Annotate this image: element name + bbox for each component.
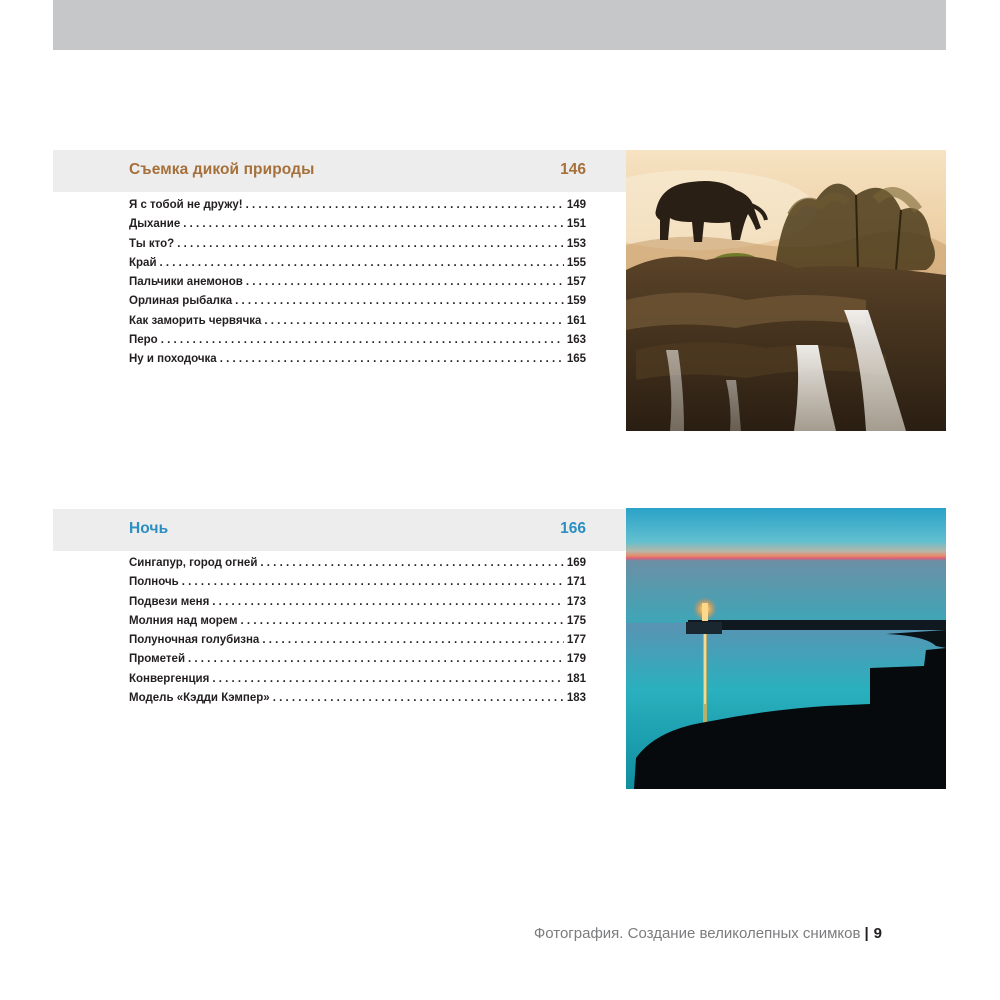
toc-entry[interactable]: [129, 334, 586, 353]
toc-entry-page: 169: [566, 557, 586, 569]
dot-leader: [262, 634, 563, 646]
toc-entry-title: Дыхание: [129, 218, 181, 231]
toc-entry-title: Ты кто?: [129, 237, 175, 250]
top-gray-band: [53, 0, 946, 50]
toc-entry-page: 175: [566, 614, 586, 627]
toc-entry-title: Полуночная голубизна: [129, 634, 260, 647]
toc-entry-page: 151: [566, 218, 586, 231]
toc-entry-page: 171: [566, 576, 586, 589]
footer-book-title: Фотография. Создание великолепных снимков: [533, 925, 861, 942]
dot-leader: [264, 315, 563, 327]
toc-entry-page: 183: [566, 692, 586, 705]
toc-entry[interactable]: [129, 238, 586, 257]
toc-entry-title: Орлиная рыбалка: [129, 295, 233, 308]
section-header-night: [53, 509, 626, 551]
toc-entry-title: Сингапур, город огней: [129, 557, 258, 569]
dot-leader: [235, 295, 564, 307]
toc-entry-title: Перо: [129, 334, 158, 347]
night-photo: [626, 508, 946, 789]
lighthouse-at-dusk-image: [626, 508, 946, 789]
toc-entry[interactable]: [129, 596, 586, 615]
toc-entry-title: Я с тобой не дружу!: [129, 199, 243, 211]
toc-entry-page: 163: [566, 334, 586, 347]
toc-entry-page: 177: [566, 634, 586, 647]
toc-entry[interactable]: [129, 673, 586, 692]
dot-leader: [273, 692, 564, 704]
dot-leader: [160, 257, 564, 269]
dot-leader: [260, 557, 563, 569]
section-title: Съемка дикой природы: [129, 161, 315, 178]
toc-entry-page: 157: [566, 276, 586, 289]
footer-page-number: 9: [873, 925, 882, 942]
toc-entry-title: Молния над морем: [129, 614, 238, 627]
toc-entry-page: 161: [566, 314, 586, 327]
toc-entry-title: Конвергенция: [129, 672, 210, 685]
dot-leader: [183, 218, 564, 230]
section-title: Ночь: [129, 520, 169, 537]
toc-entry[interactable]: [129, 257, 586, 276]
section-page-number: 166: [560, 520, 586, 537]
toc-entry-page: 165: [566, 353, 586, 366]
page-footer: [534, 925, 882, 942]
elephant-on-waterfall-cliff-image: [626, 150, 946, 431]
toc-entry[interactable]: [129, 557, 586, 576]
toc-entry-title: Полночь: [129, 576, 179, 589]
toc-entry-page: 159: [566, 295, 586, 308]
toc-entry[interactable]: [129, 218, 586, 237]
dot-leader: [212, 673, 564, 685]
dot-leader: [246, 199, 564, 211]
toc-entry-title: Как заморить червячка: [129, 314, 262, 327]
dot-leader: [246, 276, 564, 288]
toc-entry[interactable]: [129, 295, 586, 314]
toc-entry[interactable]: [129, 276, 586, 295]
dot-leader: [177, 238, 564, 250]
toc-entry-title: Подвези меня: [129, 595, 210, 608]
toc-entry[interactable]: [129, 653, 586, 672]
toc-entry[interactable]: [129, 353, 586, 372]
toc-entry-title: Прометей: [129, 653, 186, 666]
toc-entry-title: Ну и походочка: [129, 353, 217, 366]
section-header-wildlife: [53, 150, 626, 192]
wildlife-photo: [626, 150, 946, 431]
toc-entry-page: 173: [566, 595, 586, 608]
dot-leader: [212, 596, 564, 608]
dot-leader: [182, 576, 564, 588]
dot-leader: [241, 615, 564, 627]
toc-entry[interactable]: [129, 199, 586, 218]
toc-list-night: [129, 557, 586, 711]
toc-entry[interactable]: [129, 615, 586, 634]
toc-entry-page: 179: [566, 653, 586, 666]
dot-leader: [220, 353, 564, 365]
toc-entry-page: 149: [566, 199, 586, 211]
dot-leader: [188, 653, 564, 665]
toc-entry-title: Пальчики анемонов: [129, 276, 243, 289]
toc-entry[interactable]: [129, 692, 586, 711]
toc-entry-page: 153: [566, 237, 586, 250]
toc-entry-page: 155: [566, 256, 586, 269]
toc-list-wildlife: [129, 199, 586, 373]
toc-entry-page: 181: [566, 672, 586, 685]
toc-entry[interactable]: [129, 576, 586, 595]
footer-separator: |: [864, 925, 869, 942]
dot-leader: [161, 334, 564, 346]
section-page-number: 146: [560, 161, 586, 178]
toc-entry[interactable]: [129, 634, 586, 653]
toc-entry[interactable]: [129, 315, 586, 334]
toc-entry-title: Край: [129, 256, 157, 269]
toc-entry-title: Модель «Кэдди Кэмпер»: [129, 692, 270, 705]
